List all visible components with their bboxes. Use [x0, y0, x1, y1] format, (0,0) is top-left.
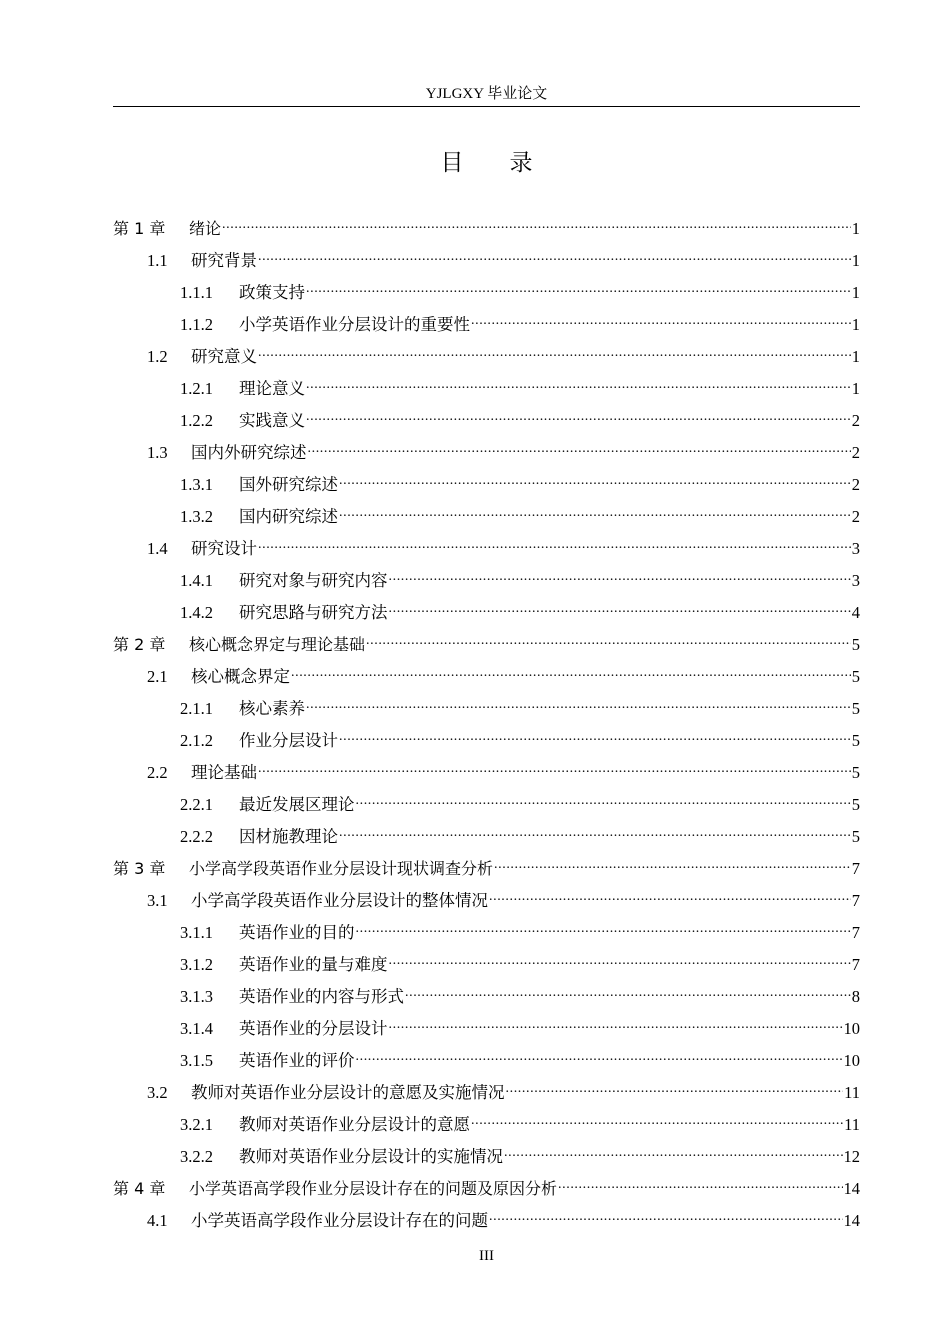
toc-entry[interactable] — [113, 626, 860, 658]
toc-entry-number: 3.1 — [147, 891, 168, 910]
toc-entry-number: 3.1.2 — [180, 955, 213, 974]
page-number: III — [479, 1248, 494, 1264]
toc-entry-page: 5 — [851, 795, 860, 814]
toc-entry-page: 2 — [851, 443, 860, 462]
toc-entry[interactable] — [113, 562, 860, 594]
toc-leader-dots — [504, 1140, 843, 1164]
toc-leader-dots — [389, 596, 851, 620]
toc-entry-title: 英语作业的分层设计 — [239, 1019, 388, 1038]
toc-entry[interactable] — [113, 434, 860, 466]
toc-entry-page: 7 — [851, 891, 860, 910]
toc-leader-dots — [258, 244, 851, 268]
toc-leader-dots — [494, 852, 851, 876]
toc-entry[interactable] — [113, 914, 860, 946]
toc-entry[interactable] — [113, 1202, 860, 1234]
toc-entry-number: 1.2 — [147, 347, 168, 366]
toc-leader-dots — [558, 1172, 842, 1196]
toc-entry-title: 理论意义 — [239, 379, 305, 398]
toc-leader-dots — [339, 724, 851, 748]
toc-entry-page: 2 — [851, 475, 860, 494]
toc-entry[interactable] — [113, 946, 860, 978]
toc-entry-number: 2.2 — [147, 763, 168, 782]
toc-leader-dots — [389, 948, 851, 972]
toc-entry-number: 2.1.2 — [180, 731, 213, 750]
toc-entry-number: 4.1 — [147, 1211, 168, 1230]
toc-entry[interactable] — [113, 274, 860, 306]
toc-leader-dots — [489, 1204, 843, 1228]
toc-entry-number: 1.3 — [147, 443, 168, 462]
toc-entry-title: 英语作业的量与难度 — [239, 955, 388, 974]
toc-entry-page: 5 — [851, 635, 860, 654]
toc-entry-page: 11 — [844, 1115, 860, 1134]
toc-entry-title: 研究对象与研究内容 — [239, 571, 388, 590]
toc-entry-title: 实践意义 — [239, 411, 305, 430]
toc-entry-number: 2.1 — [147, 667, 168, 686]
toc-entry-number: 第 1 章 — [113, 219, 166, 238]
toc-entry[interactable] — [113, 498, 860, 530]
toc-entry-title: 理论基础 — [191, 763, 257, 782]
toc-entry[interactable] — [113, 882, 860, 914]
toc-entry[interactable] — [113, 338, 860, 370]
toc-entry-number: 1.1 — [147, 251, 168, 270]
toc-entry[interactable] — [113, 210, 860, 242]
toc-entry-title: 英语作业的评价 — [239, 1051, 355, 1070]
toc-entry-title: 因材施教理论 — [239, 827, 338, 846]
toc-entry-title: 教师对英语作业分层设计的实施情况 — [239, 1147, 503, 1166]
toc-entry-number: 3.1.5 — [180, 1051, 213, 1070]
toc-entry-number: 1.2.2 — [180, 411, 213, 430]
toc-entry-number: 第 3 章 — [113, 859, 166, 878]
toc-leader-dots — [306, 372, 851, 396]
toc-entry[interactable] — [113, 242, 860, 274]
toc-entry-number: 3.1.4 — [180, 1019, 213, 1038]
toc-leader-dots — [471, 1108, 843, 1132]
toc-entry-page: 1 — [851, 251, 860, 270]
toc-entry-title: 小学高学段英语作业分层设计的整体情况 — [191, 891, 488, 910]
toc-leader-dots — [258, 340, 851, 364]
toc-leader-dots — [258, 756, 851, 780]
toc-entry-title: 教师对英语作业分层设计的意愿及实施情况 — [191, 1083, 505, 1102]
toc-entry-page: 1 — [851, 315, 860, 334]
toc-leader-dots — [306, 276, 851, 300]
toc-entry-page: 4 — [851, 603, 860, 622]
toc-entry-number: 1.3.1 — [180, 475, 213, 494]
toc-entry-page: 10 — [843, 1019, 860, 1038]
toc-entry[interactable] — [113, 1106, 860, 1138]
toc-entry[interactable] — [113, 1074, 860, 1106]
toc-entry-number: 第 2 章 — [113, 635, 166, 654]
toc-entry-number: 3.1.1 — [180, 923, 213, 942]
toc-entry-title: 国外研究综述 — [239, 475, 338, 494]
toc-entry-title: 研究设计 — [191, 539, 257, 558]
toc-entry-page: 1 — [851, 219, 860, 238]
toc-entry[interactable] — [113, 1170, 860, 1202]
toc-entry-title: 小学英语高学段作业分层设计存在的问题 — [191, 1211, 488, 1230]
toc-entry[interactable] — [113, 850, 860, 882]
toc-entry-number: 3.2.1 — [180, 1115, 213, 1134]
toc-leader-dots — [489, 884, 851, 908]
toc-entry-page: 5 — [851, 763, 860, 782]
toc-entry-number: 3.1.3 — [180, 987, 213, 1006]
toc-entry[interactable] — [113, 786, 860, 818]
toc-entry-number: 2.1.1 — [180, 699, 213, 718]
toc-entry-page: 5 — [851, 667, 860, 686]
toc-title: 目录 — [440, 150, 579, 175]
header-rule — [113, 106, 860, 107]
toc-entry-number: 2.2.1 — [180, 795, 213, 814]
toc-entry-page: 7 — [851, 955, 860, 974]
toc-leader-dots — [366, 628, 851, 652]
toc-entry[interactable] — [113, 1042, 860, 1074]
toc-entry-page: 11 — [844, 1083, 860, 1102]
toc-entry-page: 3 — [851, 571, 860, 590]
toc-entry[interactable] — [113, 658, 860, 690]
toc-entry-title: 核心概念界定 — [191, 667, 290, 686]
toc-entry-page: 5 — [851, 827, 860, 846]
toc-leader-dots — [471, 308, 851, 332]
toc-entry-number: 1.1.1 — [180, 283, 213, 302]
toc-entry[interactable] — [113, 306, 860, 338]
toc-leader-dots — [356, 788, 851, 812]
toc-leader-dots — [506, 1076, 844, 1100]
toc-entry[interactable] — [113, 530, 860, 562]
toc-entry[interactable] — [113, 370, 860, 402]
toc-leader-dots — [389, 1012, 843, 1036]
toc-entry[interactable] — [113, 818, 860, 850]
toc-entry-title: 研究背景 — [191, 251, 257, 270]
toc-entry[interactable] — [113, 466, 860, 498]
toc-entry-page: 1 — [851, 347, 860, 366]
toc-leader-dots — [306, 692, 851, 716]
toc-leader-dots — [222, 212, 851, 236]
toc-entry-number: 1.3.2 — [180, 507, 213, 526]
toc-entry[interactable] — [113, 722, 860, 754]
toc-leader-dots — [306, 404, 851, 428]
toc-entry[interactable] — [113, 690, 860, 722]
toc-entry-number: 第 4 章 — [113, 1179, 166, 1198]
toc-entry-page: 12 — [843, 1147, 860, 1166]
toc-entry-title: 国内外研究综述 — [191, 443, 307, 462]
toc-entry-title: 小学高学段英语作业分层设计现状调查分析 — [189, 859, 494, 878]
toc-entry-title: 最近发展区理论 — [239, 795, 355, 814]
toc-entry-page: 14 — [843, 1179, 860, 1198]
toc-entry-page: 10 — [843, 1051, 860, 1070]
toc-entry-title: 英语作业的目的 — [239, 923, 355, 942]
toc-entry-title: 英语作业的内容与形式 — [239, 987, 404, 1006]
toc-entry-page: 8 — [851, 987, 860, 1006]
toc-leader-dots — [308, 436, 851, 460]
toc-entry-title: 国内研究综述 — [239, 507, 338, 526]
toc-leader-dots — [389, 564, 851, 588]
toc-leader-dots — [356, 1044, 843, 1068]
toc-entry[interactable] — [113, 594, 860, 626]
running-header: YJLGXY 毕业论文 — [425, 86, 548, 102]
toc-entry[interactable] — [113, 978, 860, 1010]
toc-entry-number: 1.4.1 — [180, 571, 213, 590]
toc-entry-number: 3.2.2 — [180, 1147, 213, 1166]
toc-entry[interactable] — [113, 1138, 860, 1170]
toc-leader-dots — [291, 660, 851, 684]
toc-leader-dots — [258, 532, 851, 556]
toc-entry-page: 5 — [851, 699, 860, 718]
toc-entry-number: 3.2 — [147, 1083, 168, 1102]
toc-entry[interactable] — [113, 754, 860, 786]
toc-leader-dots — [339, 500, 851, 524]
toc-entry-page: 7 — [851, 859, 860, 878]
toc-entry-page: 2 — [851, 507, 860, 526]
toc-entry-page: 1 — [851, 379, 860, 398]
toc-entry-page: 14 — [843, 1211, 860, 1230]
toc-entry-number: 2.2.2 — [180, 827, 213, 846]
toc-entry-number: 1.4 — [147, 539, 168, 558]
toc-leader-dots — [356, 916, 851, 940]
toc-entry-title: 绪论 — [189, 219, 222, 238]
toc-entry-page: 1 — [851, 283, 860, 302]
toc-leader-dots — [339, 468, 851, 492]
toc-entry-title: 作业分层设计 — [239, 731, 338, 750]
toc-entry-page: 3 — [851, 539, 860, 558]
toc-leader-dots — [405, 980, 851, 1004]
toc-entry[interactable] — [113, 402, 860, 434]
toc-entry-title: 小学英语作业分层设计的重要性 — [239, 315, 470, 334]
toc-entry-number: 1.2.1 — [180, 379, 213, 398]
toc-entry-title: 教师对英语作业分层设计的意愿 — [239, 1115, 470, 1134]
toc-entry-title: 核心素养 — [239, 699, 305, 718]
toc-entry-page: 7 — [851, 923, 860, 942]
toc-entry-page: 5 — [851, 731, 860, 750]
toc-entry-title: 小学英语高学段作业分层设计存在的问题及原因分析 — [189, 1179, 558, 1198]
toc-entry-number: 1.1.2 — [180, 315, 213, 334]
toc-entry-title: 研究思路与研究方法 — [239, 603, 388, 622]
table-of-contents — [113, 210, 860, 1234]
toc-entry-title: 政策支持 — [239, 283, 305, 302]
toc-entry-page: 2 — [851, 411, 860, 430]
toc-entry-title: 研究意义 — [191, 347, 257, 366]
toc-leader-dots — [339, 820, 851, 844]
toc-entry-title: 核心概念界定与理论基础 — [189, 635, 366, 654]
toc-entry[interactable] — [113, 1010, 860, 1042]
toc-entry-number: 1.4.2 — [180, 603, 213, 622]
